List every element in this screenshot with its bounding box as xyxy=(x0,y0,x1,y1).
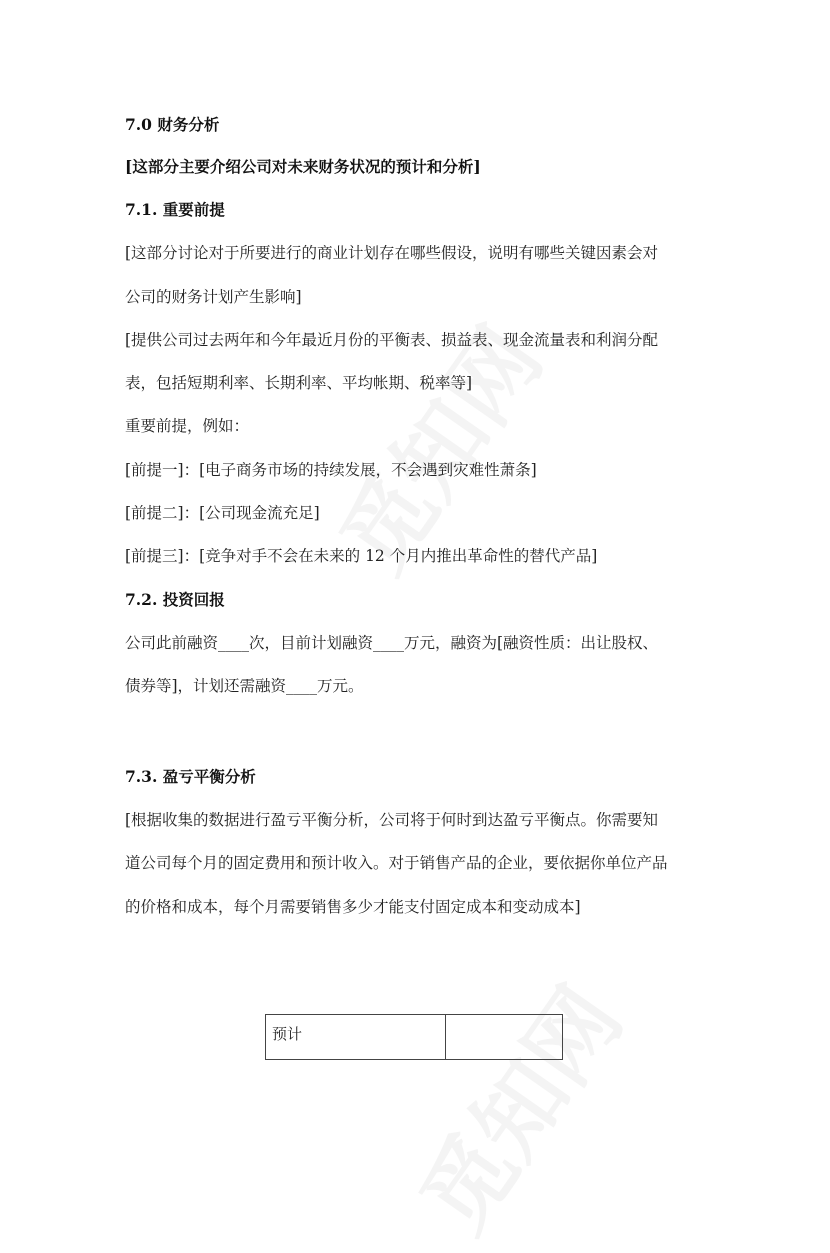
paragraph-line: 公司此前融资____次，目前计划融资____万元，融资为[融资性质：出让股权、 xyxy=(125,634,659,652)
heading-7-2: 7.2. 投资回报 xyxy=(125,590,225,609)
premise-1: [前提一]：[电子商务市场的持续发展，不会遇到灾难性萧条] xyxy=(125,461,537,479)
paragraph-line: 公司的财务计划产生影响] xyxy=(125,288,302,306)
paragraph-line: [这部分讨论对于所要进行的商业计划存在哪些假设，说明有哪些关键因素会对 xyxy=(125,244,659,262)
watermark xyxy=(384,957,645,1253)
premise-3: [前提三]：[竞争对手不会在未来的 12 个月内推出革命性的替代产品] xyxy=(125,547,598,565)
premise-2: [前提二]：[公司现金流充足] xyxy=(125,504,320,522)
table-cell xyxy=(446,1015,563,1060)
heading-7-3: 7.3. 盈亏平衡分析 xyxy=(125,767,256,786)
section-intro: [这部分主要介绍公司对未来财务状况的预计和分析] xyxy=(125,157,481,176)
paragraph-line: 债券等]，计划还需融资____万元。 xyxy=(125,677,364,695)
heading-7-0: 7.0 财务分析 xyxy=(125,115,220,134)
paragraph-line: [提供公司过去两年和今年最近月份的平衡表、损益表、现金流量表和利润分配 xyxy=(125,331,659,349)
table-row xyxy=(266,1015,563,1060)
heading-7-1: 7.1. 重要前提 xyxy=(125,200,225,219)
table-cell: 预计 xyxy=(266,1015,446,1060)
paragraph-line: 的价格和成本，每个月需要销售多少才能支付固定成本和变动成本] xyxy=(125,898,581,916)
forecast-table xyxy=(265,1014,563,1060)
paragraph-line: [根据收集的数据进行盈亏平衡分析，公司将于何时到达盈亏平衡点。你需要知 xyxy=(125,811,659,829)
example-label: 重要前提，例如： xyxy=(125,417,250,435)
paragraph-line: 道公司每个月的固定费用和预计收入。对于销售产品的企业，要依据你单位产品 xyxy=(125,854,668,872)
paragraph-line: 表，包括短期利率、长期利率、平均帐期、税率等] xyxy=(125,374,473,392)
